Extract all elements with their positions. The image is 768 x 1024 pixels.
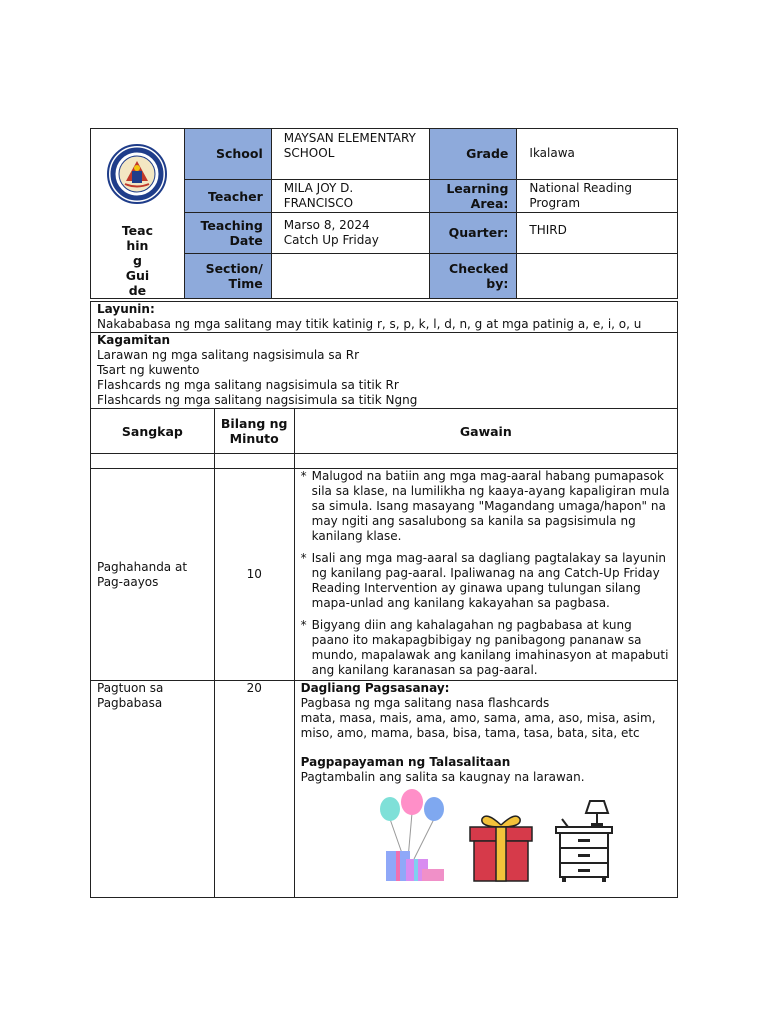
section-text: Pagbasa ng mga salitang nasa flashcards [300, 696, 550, 710]
column-header-row [91, 409, 678, 454]
row-minutes: 20 [214, 681, 294, 898]
teaching-date-label: Teaching Date [184, 213, 271, 253]
list-item: * Bigyang diin ang kahalagahan ng pagbabasa at kung paano ito makapagbibigay ng panibagong pananaw sa mundo, mapalawak ang kanilang imahinasyon at mapabuti ang kanilang karanasan sa pag-aaral. [301, 618, 671, 678]
logo-cell [91, 129, 185, 299]
header-table [90, 128, 678, 299]
grade-value: Ikalawa [517, 129, 678, 180]
grade-label: Grade [430, 129, 517, 180]
header-bilang-ng-minuto: Bilang ng Minuto [214, 409, 294, 454]
learning-area-value: National Reading Program [517, 179, 678, 213]
section-text: Pagtambalin ang salita sa kaugnay na larawan. [300, 770, 585, 784]
materials-item: Flashcards ng mga salitang nagsisimula sa titik Rr [97, 378, 399, 392]
row-component: Pagtuon sa Pagbabasa [91, 681, 215, 898]
activity-bullet-list [301, 469, 671, 678]
materials-item: Flashcards ng mga salitang nagsisimula sa titik Ngng [97, 393, 418, 407]
picture-row [301, 789, 671, 883]
deped-seal-icon [91, 143, 184, 208]
checked-by-value [517, 253, 678, 298]
materials-item: Tsart ng kuwento [97, 363, 200, 377]
table-row [91, 469, 678, 681]
school-value: MAYSAN ELEMENTARY SCHOOL [271, 129, 430, 180]
header-gawain: Gawain [294, 409, 677, 454]
objectives-row [91, 302, 678, 333]
list-item: * Malugod na batiin ang mga mag-aaral habang pumapasok sila sa klase, na lumilikha ng kaaya-ayang kapaligiran mula sa simula. Isang masayang "Magandang umaga/hapon" na may ngiti ang sasalubong sa kanila sa pagsisimula ng kanilang klase. [301, 469, 671, 544]
learning-area-label: Learning Area: [430, 179, 517, 213]
section-title: Dagliang Pagsasanay: [300, 681, 450, 695]
section-title: Pagpapayaman ng Talasalitaan [300, 755, 511, 769]
row-activity [294, 681, 677, 898]
table-row [91, 681, 678, 898]
section-time-label: Section/ Time [184, 253, 271, 298]
teaching-guide-title: Teac hin g Gui de [121, 223, 154, 298]
nightstand-lamp-icon [554, 799, 614, 883]
quarter-label: Quarter: [430, 213, 517, 253]
materials-label: Kagamitan [97, 333, 171, 347]
objectives-label: Layunin: [97, 302, 155, 316]
spacer-row [91, 454, 678, 469]
row-minutes: 10 [214, 469, 294, 681]
objectives-cell [91, 302, 678, 333]
lesson-table [90, 301, 678, 898]
quarter-value: THIRD [517, 213, 678, 253]
section-time-value [271, 253, 430, 298]
row-component: Paghahanda at Pag-aayos [91, 469, 215, 681]
list-item: * Isali ang mga mag-aaral sa dagliang pagtalakay sa layunin ng kanilang pag-aaral. Ipaliwanag na ang Catch-Up Friday Reading Intervention ay ginawa upang tulungan silang mapa-unlad ang kanilang kakayahan sa pagbasa. [301, 551, 671, 611]
word-list: mata, masa, mais, ama, amo, sama, ama, aso, misa, asim, miso, amo, mama, basa, bisa, tama, tasa, bata, sita, etc [300, 711, 656, 740]
materials-cell [91, 333, 678, 409]
materials-item: Larawan ng mga salitang nagsisimula sa Rr [97, 348, 360, 362]
balloons-gifts-icon [378, 789, 448, 883]
teaching-date-value: Marso 8, 2024 Catch Up Friday [271, 213, 430, 253]
row-activity [294, 469, 677, 681]
teacher-value: MILA JOY D. FRANCISCO [271, 179, 430, 213]
objectives-text: Nakababasa ng mga salitang may titik katinig r, s, p, k, l, d, n, g at mga patinig a, e, i, o, u [97, 317, 642, 331]
school-label: School [184, 129, 271, 180]
checked-by-label: Checked by: [430, 253, 517, 298]
gift-box-icon [468, 811, 534, 883]
header-sangkap: Sangkap [91, 409, 215, 454]
teacher-label: Teacher [184, 179, 271, 213]
materials-row [91, 333, 678, 409]
